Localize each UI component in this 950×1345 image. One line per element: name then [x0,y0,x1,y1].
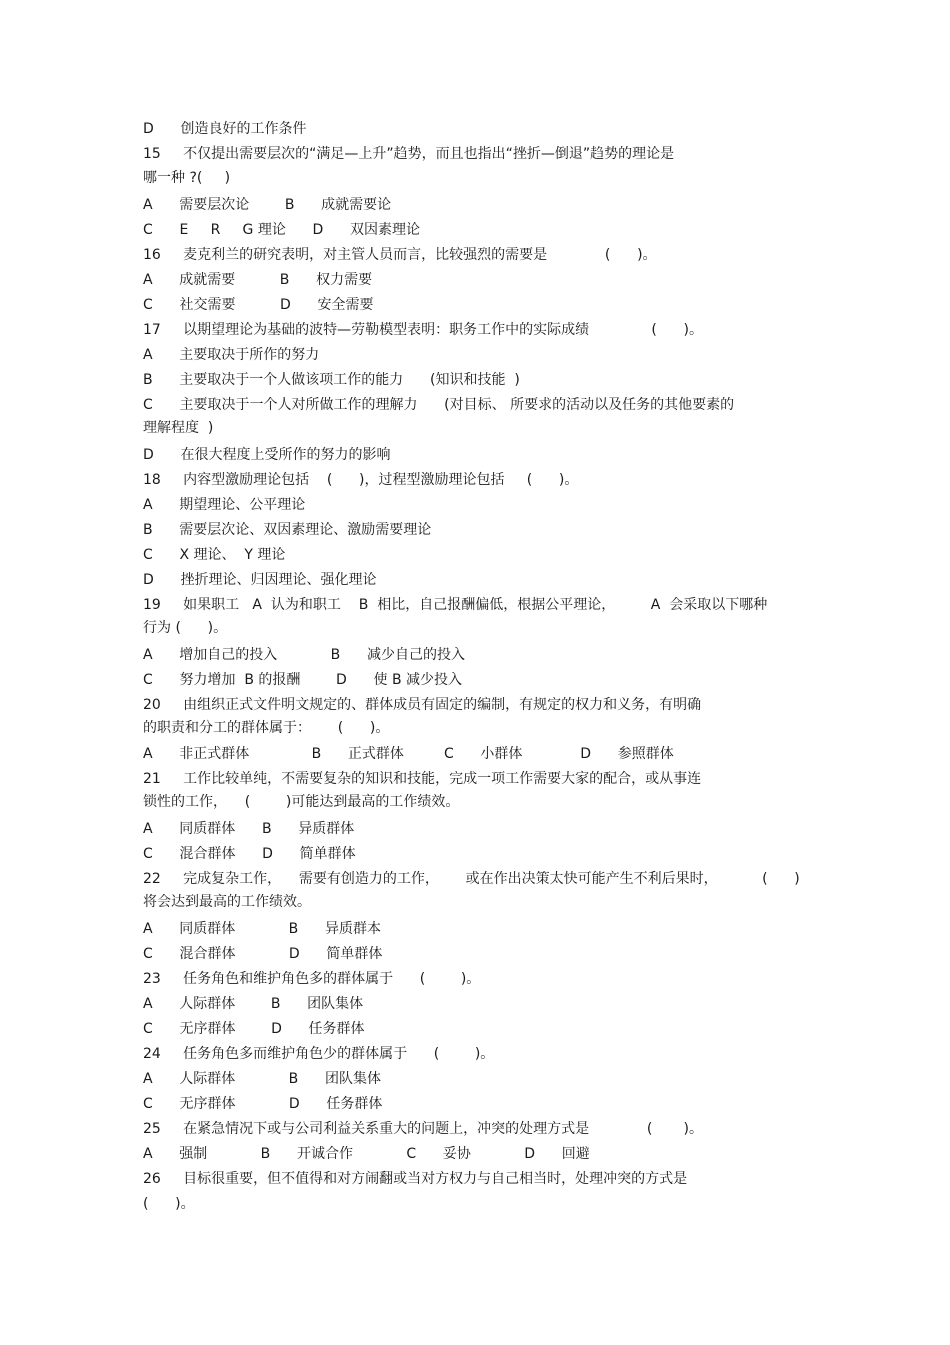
text-line: A 需要层次论 B 成就需要论 [143,197,392,213]
text-line: D 在很大程度上受所作的努力的影响 [143,447,391,463]
text-line: 锁性的工作， ( )可能达到最高的工作绩效。 [143,794,460,810]
text-line: 19 如果职工 A 认为和职工 B 相比，自己报酬偏低，根据公平理论， A 会采取以下哪种 [143,597,768,613]
text-line: C 混合群体 D 简单群体 [143,946,383,962]
text-line: A 同质群体 B 异质群体 [143,821,355,837]
text-line: B 主要取决于一个人做该项工作的能力 (知识和技能 ) [143,372,520,388]
text-line: A 强制 B 开诚合作 C 妥协 D 回避 [143,1146,590,1162]
text-line: 16 麦克利兰的研究表明，对主管人员而言，比较强烈的需要是 ( )。 [143,247,657,263]
text-line: 22 完成复杂工作， 需要有创造力的工作， 或在作出决策太快可能产生不利后果时， ( ) [143,871,800,887]
text-line: 将会达到最高的工作绩效。 [143,894,311,910]
text-line: C 无序群体 D 任务群体 [143,1021,365,1037]
text-line: A 成就需要 B 权力需要 [143,272,373,288]
text-line: 23 任务角色和维护角色多的群体属于 ( )。 [143,971,481,987]
text-line: C 主要取决于一个人对所做工作的理解力 (对目标、 所要求的活动以及任务的其他要素的 [143,397,735,413]
text-line: 24 任务角色多而维护角色少的群体属于 ( )。 [143,1046,495,1062]
text-line: 理解程度 ) [143,420,214,436]
text-line: A 非正式群体 B 正式群体 C 小群体 D 参照群体 [143,746,674,762]
text-line: C 无序群体 D 任务群体 [143,1096,383,1112]
text-line: 17 以期望理论为基础的波特—劳勒模型表明：职务工作中的实际成绩 ( )。 [143,322,703,338]
text-line: C X 理论、 Y 理论 [143,547,286,563]
text-line: C 社交需要 D 安全需要 [143,297,374,313]
text-line: A 人际群体 B 团队集体 [143,1071,381,1087]
text-line: C E R G 理论 D 双因素理论 [143,222,421,238]
text-line: 行为 ( )。 [143,620,228,636]
text-line: 的职责和分工的群体属于： ( )。 [143,720,390,736]
text-line: 26 目标很重要，但不值得和对方闹翻或当对方权力与自己相当时，处理冲突的方式是 [143,1171,688,1187]
text-line: 20 由组织正式文件明文规定的、群体成员有固定的编制，有规定的权力和义务，有明确 [143,697,702,713]
text-line: A 主要取决于所作的努力 [143,347,320,363]
text-line: D 挫折理论、归因理论、强化理论 [143,572,377,588]
text-line: C 努力增加 B 的报酬 D 使 B 减少投入 [143,672,463,688]
text-line: A 期望理论、公平理论 [143,497,306,513]
text-line: 15 不仅提出需要层次的“满足—上升”趋势，而且也指出“挫折—倒退”趋势的理论是 [143,146,675,162]
text-line: A 人际群体 B 团队集体 [143,996,364,1012]
text-line: A 同质群体 B 异质群本 [143,921,381,937]
text-line: B 需要层次论、双因素理论、激励需要理论 [143,522,432,538]
text-line: C 混合群体 D 简单群体 [143,846,356,862]
text-line: D 创造良好的工作条件 [143,121,307,137]
text-line: 18 内容型激励理论包括 ( )，过程型激励理论包括 ( )。 [143,472,579,488]
text-line: 21 工作比较单纯，不需要复杂的知识和技能，完成一项工作需要大家的配合，或从事连 [143,771,702,787]
text-line: A 增加自己的投入 B 减少自己的投入 [143,647,465,663]
text-line: ( )。 [143,1196,195,1212]
text-line: 25 在紧急情况下或与公司利益关系重大的问题上，冲突的处理方式是 ( )。 [143,1121,703,1137]
text-line: 哪一种 ?( ) [143,170,231,186]
